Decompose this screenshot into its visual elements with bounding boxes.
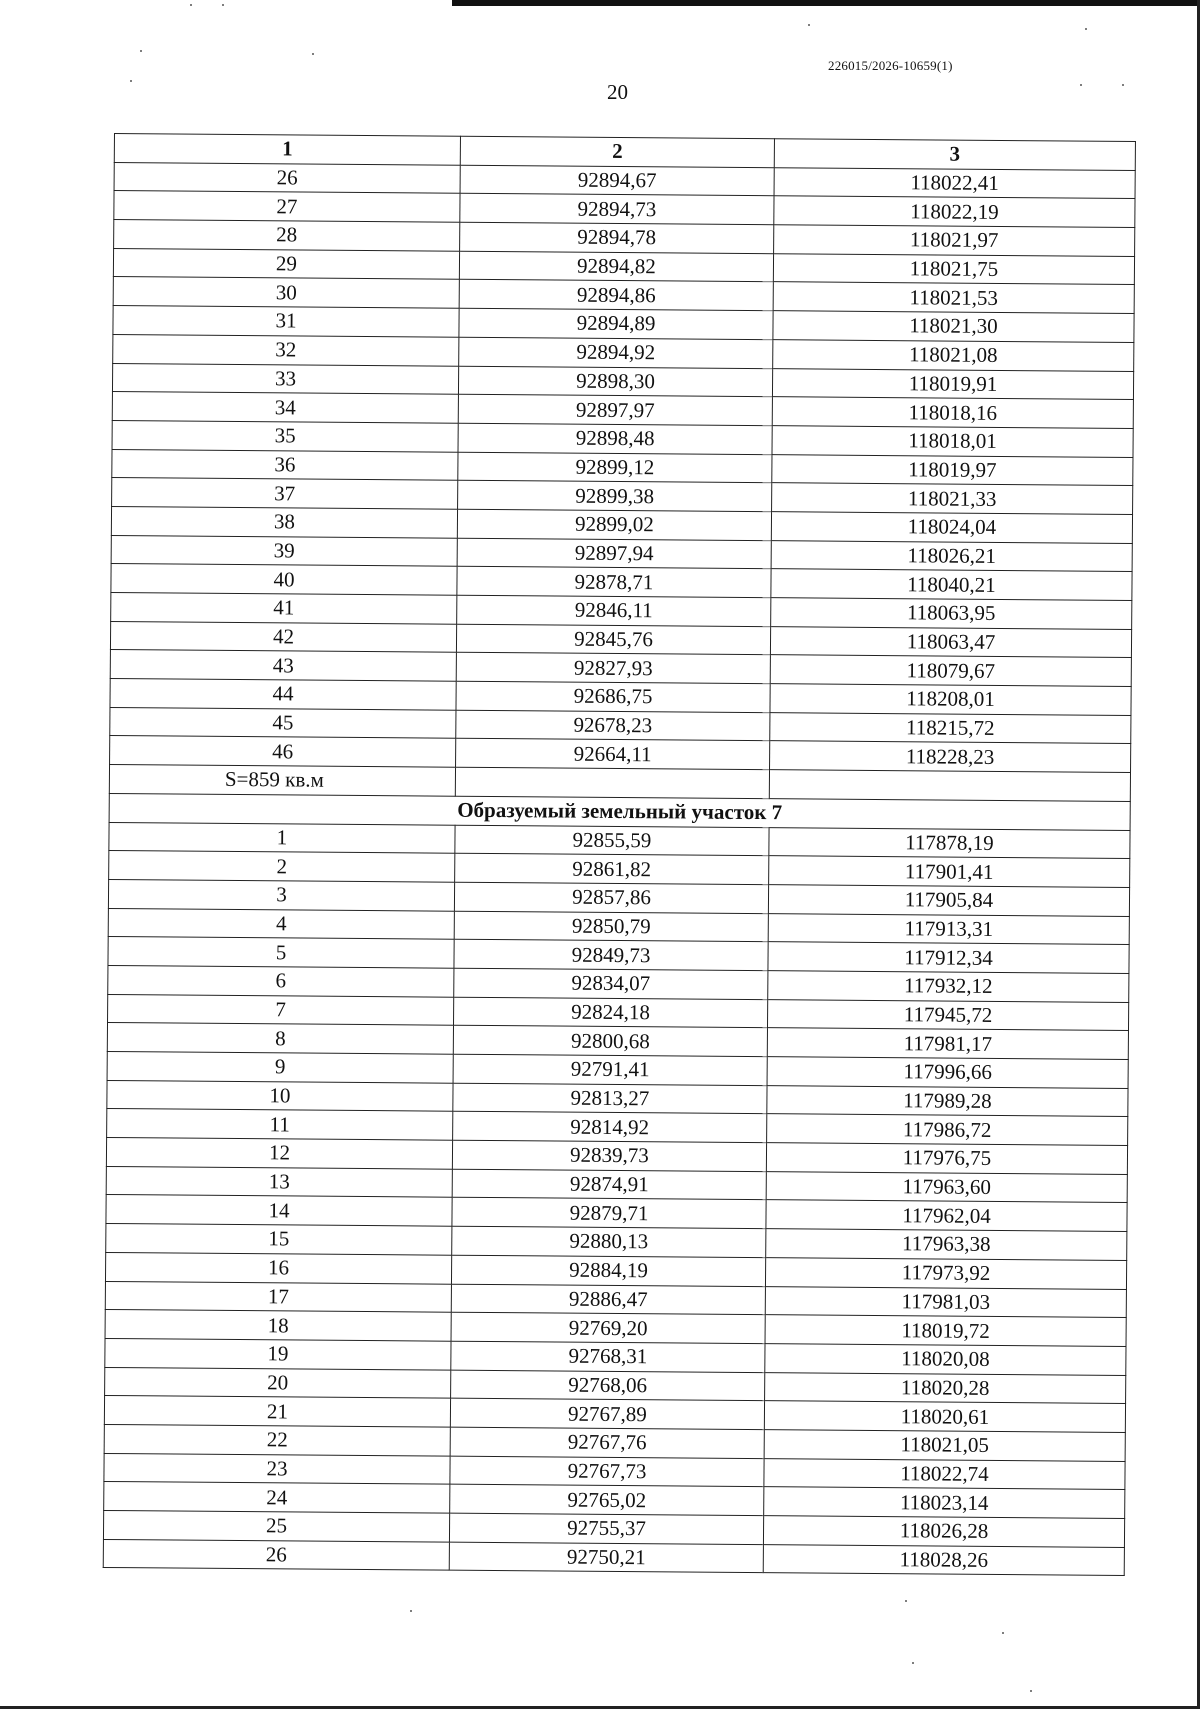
scan-speck — [1080, 84, 1082, 86]
point-number-cell: 4 — [108, 908, 454, 939]
scan-speck — [312, 53, 314, 55]
y-coordinate-cell: 117905,84 — [768, 885, 1129, 917]
scan-speck — [808, 24, 810, 26]
point-number-cell: 29 — [113, 248, 459, 279]
y-coordinate-cell: 118215,72 — [770, 712, 1131, 744]
point-number-cell: 25 — [103, 1510, 449, 1541]
y-coordinate-cell: 118020,08 — [765, 1344, 1126, 1376]
x-coordinate-cell: 92813,27 — [453, 1083, 767, 1114]
y-coordinate-cell: 118019,91 — [772, 368, 1133, 400]
point-number-cell: 34 — [112, 392, 458, 423]
point-number-cell: 24 — [104, 1482, 450, 1513]
y-coordinate-cell: 117989,28 — [767, 1085, 1128, 1117]
y-coordinate-cell: 117981,17 — [767, 1028, 1128, 1060]
x-coordinate-cell: 92767,73 — [450, 1456, 764, 1487]
page-number: 20 — [607, 80, 628, 104]
x-coordinate-cell: 92894,67 — [460, 165, 774, 196]
x-coordinate-cell: 92755,37 — [449, 1513, 763, 1544]
point-number-cell: 26 — [103, 1539, 449, 1570]
y-coordinate-cell: 118208,01 — [770, 684, 1131, 716]
y-coordinate-cell: 118028,26 — [763, 1544, 1124, 1576]
y-coordinate-cell: 118026,21 — [771, 540, 1132, 572]
y-coordinate-cell: 117973,92 — [765, 1257, 1126, 1289]
x-coordinate-cell: 92857,86 — [454, 882, 768, 913]
y-coordinate-cell: 118021,30 — [773, 311, 1134, 343]
point-number-cell: 5 — [108, 937, 454, 968]
point-number-cell: 2 — [109, 851, 455, 882]
point-number-cell: 41 — [111, 592, 457, 623]
y-coordinate-cell: 118021,75 — [773, 253, 1134, 285]
x-coordinate-cell: 92768,31 — [451, 1341, 765, 1372]
point-number-cell: 45 — [110, 707, 456, 738]
point-number-cell: 31 — [113, 306, 459, 337]
scan-top-bar — [452, 0, 1200, 6]
y-coordinate-cell: 118020,28 — [765, 1372, 1126, 1404]
point-number-cell: 22 — [104, 1424, 450, 1455]
coordinates-table-body — [103, 134, 1135, 1576]
x-coordinate-cell: 92791,41 — [453, 1054, 767, 1085]
point-number-cell: 44 — [110, 679, 456, 710]
point-number-cell: 6 — [108, 965, 454, 996]
scan-speck — [130, 80, 132, 82]
scan-speck — [190, 4, 192, 6]
point-number-cell: 38 — [111, 506, 457, 537]
y-coordinate-cell: 118063,95 — [771, 598, 1132, 630]
point-number-cell: 19 — [105, 1338, 451, 1369]
point-number-cell: 23 — [104, 1453, 450, 1484]
empty-cell — [455, 767, 769, 798]
x-coordinate-cell: 92894,82 — [459, 251, 773, 282]
scan-speck — [222, 4, 224, 6]
y-coordinate-cell: 118022,41 — [774, 167, 1135, 199]
x-coordinate-cell: 92898,30 — [458, 366, 772, 397]
x-coordinate-cell: 92898,48 — [458, 423, 772, 454]
x-coordinate-cell: 92767,89 — [450, 1398, 764, 1429]
x-coordinate-cell: 92750,21 — [449, 1542, 763, 1573]
point-number-cell: 28 — [114, 220, 460, 251]
point-number-cell: 13 — [106, 1166, 452, 1197]
y-coordinate-cell: 118079,67 — [770, 655, 1131, 687]
y-coordinate-cell: 118018,01 — [772, 426, 1133, 458]
point-number-cell: 36 — [112, 449, 458, 480]
x-coordinate-cell: 92769,20 — [451, 1312, 765, 1343]
y-coordinate-cell: 118021,33 — [772, 483, 1133, 515]
x-coordinate-cell: 92879,71 — [452, 1198, 766, 1229]
point-number-cell: 7 — [108, 994, 454, 1025]
y-coordinate-cell: 118020,61 — [764, 1401, 1125, 1433]
y-coordinate-cell: 117963,38 — [766, 1229, 1127, 1261]
y-coordinate-cell: 118021,05 — [764, 1430, 1125, 1462]
x-coordinate-cell: 92767,76 — [450, 1427, 764, 1458]
x-coordinate-cell: 92894,89 — [459, 308, 773, 339]
y-coordinate-cell: 117878,19 — [769, 827, 1130, 859]
x-coordinate-cell: 92897,94 — [457, 538, 771, 569]
x-coordinate-cell: 92827,93 — [456, 653, 770, 684]
point-number-cell: 27 — [114, 191, 460, 222]
x-coordinate-cell: 92664,11 — [456, 739, 770, 770]
y-coordinate-cell: 117962,04 — [766, 1200, 1127, 1232]
point-number-cell: 26 — [114, 162, 460, 193]
point-number-cell: 39 — [111, 535, 457, 566]
x-coordinate-cell: 92894,86 — [459, 280, 773, 311]
x-coordinate-cell: 92878,71 — [457, 567, 771, 598]
point-number-cell: 15 — [106, 1224, 452, 1255]
point-number-cell: 46 — [110, 736, 456, 767]
x-coordinate-cell: 92874,91 — [452, 1169, 766, 1200]
y-coordinate-cell: 118024,04 — [771, 512, 1132, 544]
x-coordinate-cell: 92899,38 — [458, 480, 772, 511]
y-coordinate-cell: 117913,31 — [768, 913, 1129, 945]
y-coordinate-cell: 118026,28 — [763, 1516, 1124, 1548]
scan-speck — [1085, 28, 1087, 30]
point-number-cell: 1 — [109, 822, 455, 853]
point-number-cell: 42 — [110, 621, 456, 652]
y-coordinate-cell: 118228,23 — [770, 741, 1131, 773]
x-coordinate-cell: 92886,47 — [451, 1284, 765, 1315]
x-coordinate-cell: 92768,06 — [451, 1370, 765, 1401]
x-coordinate-cell: 92899,12 — [458, 452, 772, 483]
y-coordinate-cell: 117981,03 — [765, 1286, 1126, 1318]
y-coordinate-cell: 118063,47 — [770, 626, 1131, 658]
point-number-cell: 40 — [111, 564, 457, 595]
empty-cell — [769, 770, 1130, 802]
y-coordinate-cell: 118018,16 — [772, 397, 1133, 429]
y-coordinate-cell: 117912,34 — [768, 942, 1129, 974]
y-coordinate-cell: 118040,21 — [771, 569, 1132, 601]
point-number-cell: 32 — [113, 334, 459, 365]
point-number-cell: 18 — [105, 1310, 451, 1341]
point-number-cell: 30 — [113, 277, 459, 308]
y-coordinate-cell: 117901,41 — [769, 856, 1130, 888]
x-coordinate-cell: 92845,76 — [456, 624, 770, 655]
x-coordinate-cell: 92849,73 — [454, 939, 768, 970]
x-coordinate-cell: 92678,23 — [456, 710, 770, 741]
scan-speck — [140, 50, 142, 52]
point-number-cell: 21 — [104, 1396, 450, 1427]
document-number: 226015/2026-10659(1) — [828, 58, 953, 73]
y-coordinate-cell: 118019,97 — [772, 454, 1133, 486]
x-coordinate-cell: 92800,68 — [453, 1026, 767, 1057]
point-number-cell: 10 — [107, 1080, 453, 1111]
point-number-cell: 3 — [108, 879, 454, 910]
x-coordinate-cell: 92897,97 — [458, 394, 772, 425]
point-number-cell: 9 — [107, 1051, 453, 1082]
x-coordinate-cell: 92894,73 — [460, 194, 774, 225]
x-coordinate-cell: 92686,75 — [456, 681, 770, 712]
y-coordinate-cell: 117945,72 — [767, 999, 1128, 1031]
y-coordinate-cell: 118021,53 — [773, 282, 1134, 314]
point-number-cell: 33 — [112, 363, 458, 394]
point-number-cell: 35 — [112, 420, 458, 451]
x-coordinate-cell: 92850,79 — [454, 911, 768, 942]
x-coordinate-cell: 92834,07 — [454, 968, 768, 999]
x-coordinate-cell: 92884,19 — [451, 1255, 765, 1286]
y-coordinate-cell: 118021,97 — [774, 225, 1135, 257]
point-number-cell: 14 — [106, 1195, 452, 1226]
x-coordinate-cell: 92765,02 — [450, 1484, 764, 1515]
scan-speck — [1030, 1690, 1032, 1692]
section-title: Образуемый земельный участок 7 — [109, 793, 1130, 830]
point-number-cell: 17 — [105, 1281, 451, 1312]
y-coordinate-cell: 117986,72 — [767, 1114, 1128, 1146]
y-coordinate-cell: 118021,08 — [773, 339, 1134, 371]
point-number-cell: 12 — [106, 1138, 452, 1169]
x-coordinate-cell: 92855,59 — [455, 825, 769, 856]
x-coordinate-cell: 92894,92 — [459, 337, 773, 368]
scan-speck — [410, 1610, 412, 1612]
y-coordinate-cell: 117996,66 — [767, 1057, 1128, 1089]
scan-speck — [912, 1662, 914, 1664]
point-number-cell: 20 — [105, 1367, 451, 1398]
y-coordinate-cell: 118022,74 — [764, 1458, 1125, 1490]
point-number-cell: 16 — [105, 1252, 451, 1283]
y-coordinate-cell: 118022,19 — [774, 196, 1135, 228]
y-coordinate-cell: 118019,72 — [765, 1315, 1126, 1347]
scan-speck — [905, 1600, 907, 1602]
x-coordinate-cell: 92861,82 — [455, 853, 769, 884]
area-label: S=859 кв.м — [109, 765, 455, 796]
y-coordinate-cell: 117976,75 — [766, 1143, 1127, 1175]
x-coordinate-cell: 92899,02 — [457, 509, 771, 540]
x-coordinate-cell: 92839,73 — [452, 1140, 766, 1171]
y-coordinate-cell: 117963,60 — [766, 1171, 1127, 1203]
point-number-cell: 37 — [112, 478, 458, 509]
column-header: 1 — [114, 134, 460, 165]
x-coordinate-cell: 92824,18 — [454, 997, 768, 1028]
point-number-cell: 8 — [107, 1023, 453, 1054]
column-header: 3 — [774, 139, 1135, 171]
y-coordinate-cell: 117932,12 — [768, 971, 1129, 1003]
column-header: 2 — [460, 136, 774, 167]
x-coordinate-cell: 92880,13 — [452, 1226, 766, 1257]
y-coordinate-cell: 118023,14 — [764, 1487, 1125, 1519]
scan-speck — [1122, 84, 1124, 86]
x-coordinate-cell: 92894,78 — [460, 222, 774, 253]
coordinates-table — [103, 133, 1136, 1576]
x-coordinate-cell: 92846,11 — [457, 595, 771, 626]
scan-speck — [1002, 1632, 1004, 1634]
point-number-cell: 11 — [107, 1109, 453, 1140]
point-number-cell: 43 — [110, 650, 456, 681]
x-coordinate-cell: 92814,92 — [453, 1112, 767, 1143]
